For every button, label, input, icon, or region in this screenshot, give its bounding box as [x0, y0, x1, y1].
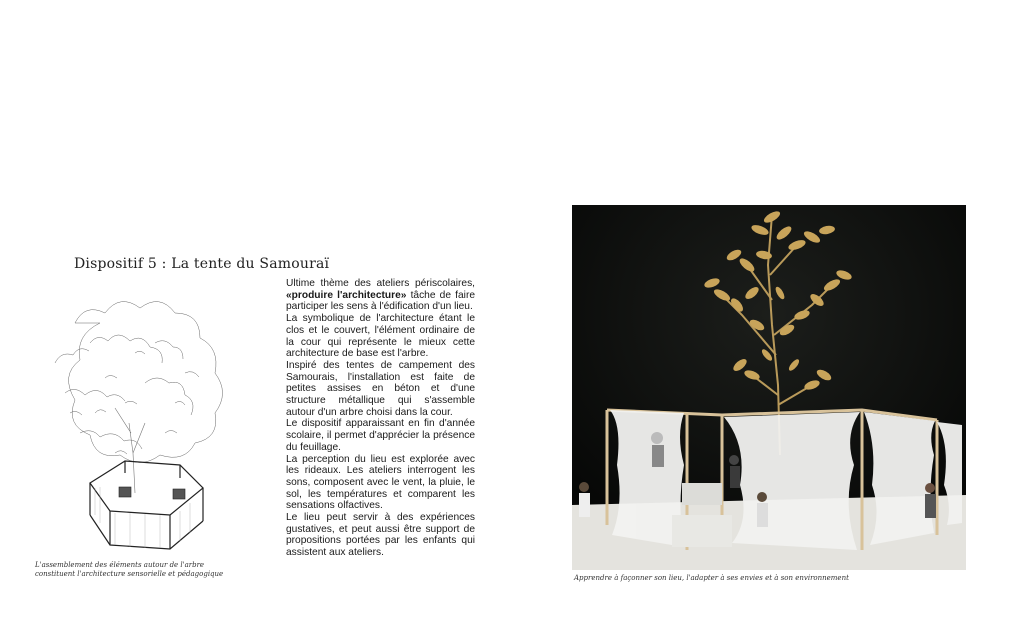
- paragraph-4: Le dispositif apparaissant en fin d'année scolaire, il permet d'apprécier la présence du feuillage.: [286, 418, 475, 453]
- paragraph-1: [286, 278, 475, 313]
- paragraph-6: Le lieu peut servir à des expériences gustatives, et peut aussi être support de propositions portées par les enfants qui assistent aux ateliers.: [286, 512, 475, 559]
- paragraph-1-emphasis: «produire l'architecture»: [286, 289, 407, 301]
- section-heading: Dispositif 5 : La tente du Samouraï: [74, 256, 330, 272]
- paragraph-1-start: Ultime thème des ateliers périscolaires,: [286, 278, 475, 289]
- model-photo: [572, 205, 966, 570]
- drawing-caption-line2: constituent l'architecture sensorielle et pédagogique: [35, 570, 224, 578]
- paragraph-1-end: tâche de faire participer les sens à l'édification d'un lieu.: [286, 289, 475, 313]
- drawing-caption-line1: L'assemblement des éléments autour de l'arbre: [35, 561, 205, 569]
- paragraph-5: La perception du lieu est explorée avec les rideaux. Les ateliers interrogent les sons, composent avec le vent, la pluie, le sol, les températures et comparent les sensations olfactives.: [286, 453, 475, 512]
- tree-installation-sketch: [35, 283, 240, 558]
- photo-caption: Apprendre à façonner son lieu, l'adapter à ses envies et à son environnement: [574, 574, 849, 582]
- description-text: [286, 278, 475, 559]
- paragraph-3: Inspiré des tentes de campement des Samourais, l'installation est faite de petites assises en béton et d'une structure métallique qui s'assemble autour d'un arbre choisi dans la cour.: [286, 359, 475, 418]
- paragraph-2: La symbolique de l'architecture étant le clos et le couvert, l'élément ordinaire de la cour qui représente le mieux cette architecture de base est l'arbre.: [286, 313, 475, 360]
- drawing-caption: [35, 561, 265, 579]
- model-photo-illustration: [572, 205, 966, 570]
